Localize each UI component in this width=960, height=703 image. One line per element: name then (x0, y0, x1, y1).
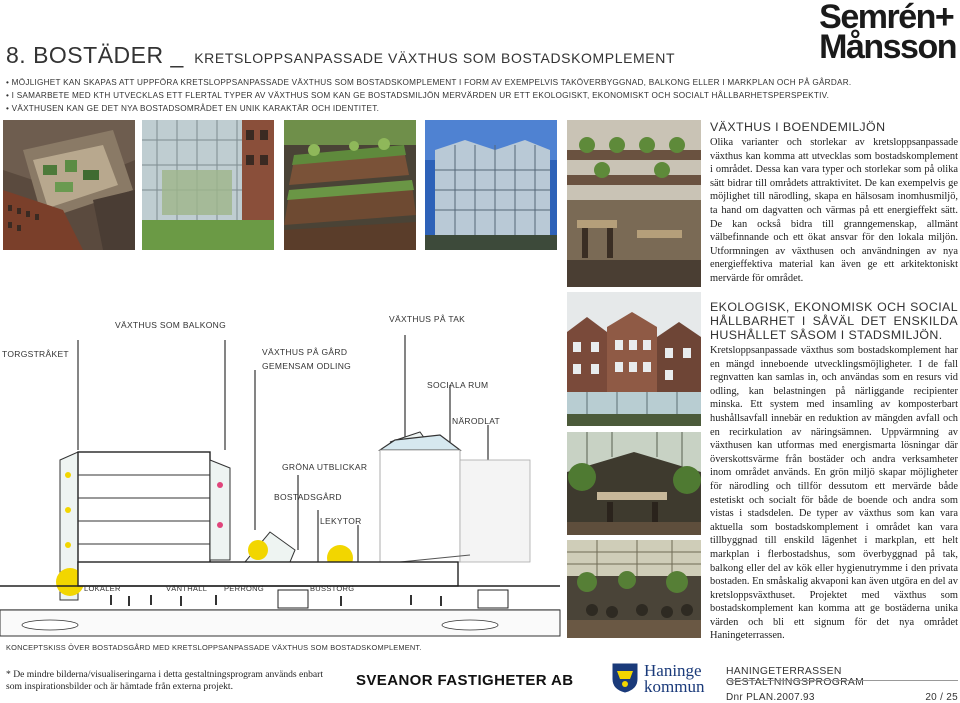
sveanor-logo: SVEANOR FASTIGHETER AB (356, 672, 574, 689)
semren-mansson-logo (819, 0, 956, 66)
haninge-line-1: Haninge (644, 661, 702, 680)
bullet-item: • VÄXTHUSEN KAN GE DET NYA BOSTADSOMRÅDET EN UNIK KARAKTÄR OCH IDENTITET. (6, 102, 806, 115)
title-sub: KRETSLOPPSANPASSADE VÄXTHUS SOM BOSTADSKOMPLEMENT (194, 50, 676, 66)
label-vaxthus-tak: VÄXTHUS PÅ TAK (389, 314, 466, 324)
photo-glass-greenhouse (142, 120, 274, 250)
photo-greenhouse-cafe (567, 432, 701, 535)
label-gemensam-odling: GEMENSAM ODLING (262, 361, 352, 371)
haninge-crest-icon (612, 663, 638, 693)
concept-section-drawing (0, 300, 560, 645)
heading-hallbarhet: EKOLOGISK, EKONOMISK OCH SOCIAL HÅLLBARHET I SÅVÄL DET ENSKILDA HUSHÅLLET SÅSOM I STADSMILJÖN. (710, 300, 958, 342)
section-hallbarhet (710, 300, 958, 643)
drawing-caption: KONCEPTSKISS ÖVER BOSTADSGÅRD MED KRETSLOPPSANPASSADE VÄXTHUS SOM BOSTADSKOMPLEMENT. (6, 643, 422, 652)
label-perrong: PERRONG (224, 584, 265, 593)
paragraph-hallbarhet: Kretsloppsanpassade växthus som bostadskomplement har en mängd inneboende utvecklingsmöjligheter. I de fall regnvatten kan samlas in, och användas som en resurs vid odling, kan belastningen på närliggande recipienter minska. Ett system med insamling av komposterbart hushållsavfall innebär en reduktion av mängden avfall och en recirkulation av näringsämnen. Uppvärmning av växthusen kan utformas med energismarta lösningar där överskottsvärme från bostäder och andra verksamheter inom området används. En grön miljö skapar möjligheter för närodling och tillför dessutom ett mervärde både estetiskt och socialt för både de boende och andra som vistas i stadsdelen. De typer av växthus som kan vara aktuella som bostadskomplement i området kan vara tillbyggnad till enskild lägenhet i markplan, ett helt markplan i flerbostadshus, som överbyggnad på tak, balkong eller del av kök eller hygienutrymme i den privata bostaden. En småskalig akvaponi kan även utgöra en del av kretsloppsväxthuset. Projektet med växthus som bostadskomplement kan komma att ge bostäderna unika värden och bli ett signum för det nya området Haningeterrassen. (710, 345, 958, 642)
dnr-number: Dnr PLAN.2007.93 (726, 692, 815, 703)
logo-line-2: Månsson (819, 28, 956, 66)
label-vanthall: VÄNTHALL (166, 584, 208, 593)
photo-greenhouse-dining (567, 540, 701, 638)
bullet-item: • MÖJLIGHET KAN SKAPAS ATT UPPFÖRA KRETSLOPPSANPASSADE VÄXTHUS SOM BOSTADSKOMPLEMENT I FORM AV EXEMPELVIS TAKÖVERBYGGNAD, BALKONG ELLER I MARKPLAN OCH PÅ GÅRDAR. (6, 76, 806, 89)
footer-program-info (726, 666, 958, 703)
footer-divider (726, 680, 958, 681)
photo-brick-housing (567, 292, 701, 426)
title-main: 8. BOSTÄDER _ (6, 42, 184, 68)
heading-boendemiljo: VÄXTHUS I BOENDEMILJÖN (710, 120, 886, 134)
bullet-list (6, 76, 852, 115)
label-narodlat: NÄRODLAT (452, 416, 501, 426)
label-lokaler: LOKALER (84, 584, 121, 593)
page-title (6, 42, 675, 69)
haninge-kommun-logo (612, 661, 705, 698)
section-boendemiljo (710, 120, 958, 286)
label-vaxthus-balkong: VÄXTHUS SOM BALKONG (115, 320, 227, 330)
haninge-wordmark (644, 663, 704, 695)
photo-rooftop-planters (284, 120, 416, 250)
label-sociala-rum: SOCIALA RUM (427, 380, 489, 390)
label-vaxthus-gard: VÄXTHUS PÅ GÅRD (262, 347, 348, 357)
label-lekytor: LEKYTOR (320, 516, 362, 526)
photo-glass-building (425, 120, 557, 250)
program-title: HANINGETERRASSEN GESTALTNINGSPROGRAM (726, 666, 865, 688)
label-grona-utblickar: GRÖNA UTBLICKAR (282, 462, 368, 472)
footnote: * De mindre bilderna/visualiseringarna i detta gestaltningsprogram används enbart som inspirationsbilder och är hämtade från externa projekt. (6, 669, 324, 692)
paragraph-boendemiljo: Olika varianter och storlekar av kretsloppsanpassade växthus kan komma att utvecklas som bostadskomplement i området. Dessa kan vara typer och storlekar som på olika sätt bidrar till områdets attraktivitet. De kan exempelvis ge möjlighet till närodling, skapa en hälsosam inomhusmiljö, ta hand om dagvatten och värmas på ett energieffekt sätt. De kan också bidra till granngemenskap, allmänt välbefinnande och ett ökat ansvar för den lokala miljön. Utformningen av växthusen och användningen av nya energieffektiva material kan även ge ett arkitektoniskt mervärde för området. (710, 137, 958, 284)
label-bostadsgard: BOSTADSGÅRD (274, 492, 342, 502)
photo-aerial-rooftop (3, 120, 135, 250)
page-number: 20 / 25 (925, 692, 958, 703)
label-torgstraket: TORGSTRÅKET (2, 349, 69, 359)
label-busstorg: BUSSTORG (310, 584, 355, 593)
haninge-line-2: kommun (644, 677, 705, 696)
bullet-item: • I SAMARBETE MED KTH UTVECKLAS ETT FLERTAL TYPER AV VÄXTHUS SOM KAN GE BOSTADSMILJÖN MERVÄRDEN UR ETT EKOLOGISKT, EKONOMISKT OCH SOCIALT HÅLLBARHETSPERSPEKTIV. (6, 89, 806, 102)
photo-greenhouse-restaurant (567, 120, 701, 287)
logo-line-1: Semrén+ (819, 0, 954, 36)
